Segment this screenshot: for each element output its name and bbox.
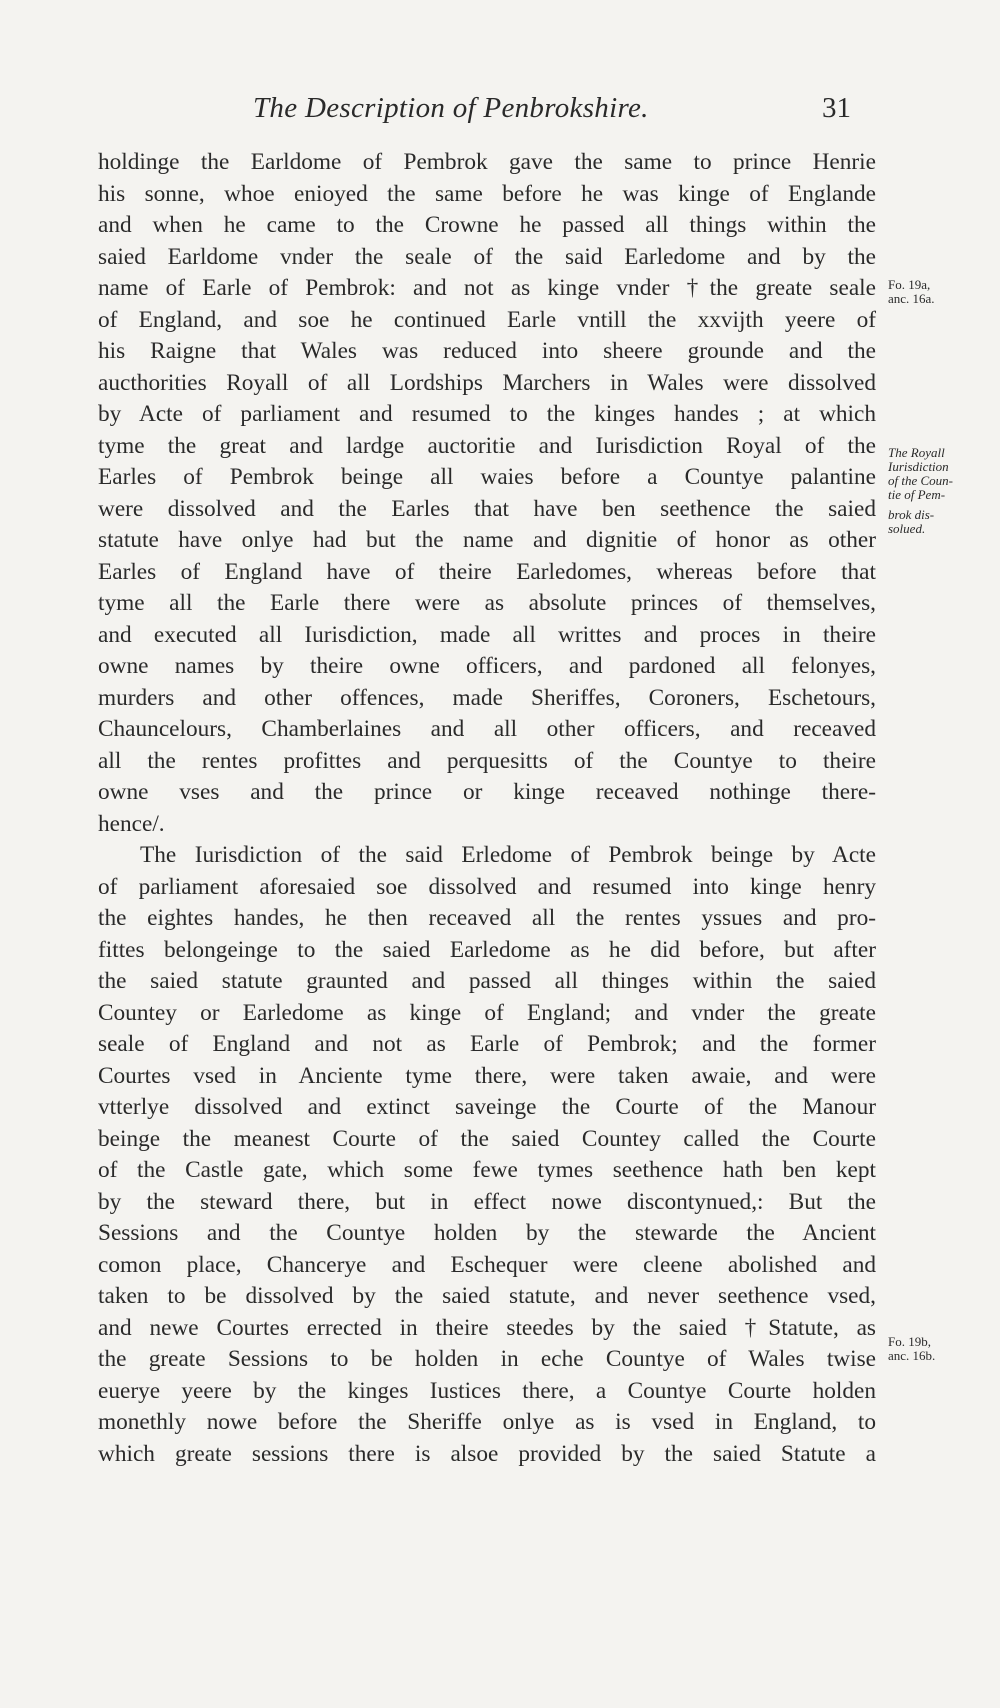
text-line: were dissolved and the Earles that have ben seethence the saied — [98, 495, 876, 522]
text-line: monethly nowe before the Sheriffe onlye as is vsed in England, to — [98, 1409, 876, 1435]
text-line: holdinge the Earldome of Pembrok gave the same to prince Henrie — [98, 149, 876, 175]
margin-note-sidenote: solued. — [888, 521, 926, 536]
text-line: the saied statute graunted and passed all thinges within the saied — [98, 968, 876, 994]
running-header — [0, 92, 1000, 136]
text-line: Sessions and the Countye holden by the stewarde the Ancient — [98, 1220, 876, 1246]
margin-note-folio: anc. 16b. — [888, 1348, 936, 1363]
text-line: his sonne, whoe enioyed the same before he was kinge of Englande — [98, 180, 876, 207]
text-line: which greate sessions there is alsoe provided by the saied Statute a — [98, 1440, 876, 1467]
text-line: Earles of England have of theire Earledomes, whereas before that — [98, 558, 876, 585]
margin-note-sidenote: brok dis- — [888, 507, 935, 522]
text-line: and executed all Iurisdiction, made all writtes and proces in theire — [98, 621, 876, 648]
text-line: saied Earldome vnder the seale of the said Earledome and by the — [98, 243, 876, 270]
text-line: owne names by theire owne officers, and pardoned all felonyes, — [98, 653, 876, 679]
text-line: his Raigne that Wales was reduced into sheere grounde and the — [98, 338, 876, 364]
text-line: tyme the great and lardge auctoritie and Iurisdiction Royal of the — [98, 432, 876, 459]
text-line: and when he came to the Crowne he passed all things within the — [98, 212, 876, 238]
text-line: all the rentes profittes and perquesitts of the Countye to theire — [98, 747, 876, 774]
margin-note-folio: Fo. 19a, — [888, 277, 931, 292]
text-line: fittes belongeinge to the saied Earledome as he did before, but after — [98, 936, 876, 963]
margin-note-folio: anc. 16a. — [888, 291, 935, 306]
text-line: Courtes vsed in Anciente tyme there, were taken awaie, and were — [98, 1062, 876, 1089]
text-line: of parliament aforesaied soe dissolved and resumed into kinge henry — [98, 873, 876, 900]
text-line: euerye yeere by the kinges Iustices there, a Countye Courte holden — [98, 1377, 876, 1404]
text-line: by Acte of parliament and resumed to the kinges handes ; at which — [98, 401, 876, 427]
page-number: 31 — [822, 92, 851, 124]
text-line: hence/. — [98, 810, 165, 837]
text-line: the eightes handes, he then receaved all the rentes yssues and pro- — [98, 905, 876, 931]
margin-note-sidenote: The Royall — [888, 445, 945, 460]
body-text — [98, 147, 876, 1470]
text-line: aucthorities Royall of all Lordships Marchers in Wales were dissolved — [98, 369, 876, 396]
text-line: murders and other offences, made Sheriffes, Coroners, Eschetours, — [98, 684, 876, 711]
text-line: owne vses and the prince or kinge receaved nothinge there- — [98, 779, 876, 805]
text-line: beinge the meanest Courte of the saied Countey called the Courte — [98, 1125, 876, 1152]
text-line: the greate Sessions to be holden in eche Countye of Wales twise — [98, 1346, 876, 1372]
text-line: name of Earle of Pembrok: and not as kinge vnder †the greate seale — [98, 275, 876, 301]
paragraph-1 — [98, 147, 876, 840]
running-title: The Description of Penbrokshire. — [253, 92, 649, 124]
text-line: vtterlye dissolved and extinct saveinge the Courte of the Manour — [98, 1094, 876, 1120]
text-line: seale of England and not as Earle of Pembrok; and the former — [98, 1031, 876, 1057]
text-line: of the Castle gate, which some fewe tymes seethence hath ben kept — [98, 1157, 876, 1183]
paragraph-2 — [98, 840, 876, 1470]
margin-note-folio: Fo. 19b, — [888, 1334, 931, 1349]
text-line: tyme all the Earle there were as absolute princes of themselves, — [98, 590, 876, 616]
text-line: Chauncelours, Chamberlaines and all other officers, and receaved — [98, 716, 876, 742]
text-line: comon place, Chancerye and Eschequer were cleene abolished and — [98, 1251, 876, 1278]
text-line: Countey or Earledome as kinge of England; and vnder the greate — [98, 999, 876, 1026]
text-line: Earles of Pembrok beinge all waies before a Countye palantine — [98, 464, 876, 490]
text-line: of England, and soe he continued Earle vntill the xxvijth yeere of — [98, 306, 876, 333]
margin-note-sidenote: of the Coun- — [888, 473, 953, 488]
margin-note-sidenote: tie of Pem- — [888, 487, 946, 502]
text-line: taken to be dissolved by the saied statute, and never seethence vsed, — [98, 1283, 876, 1309]
text-line: statute have onlye had but the name and dignitie of honor as other — [98, 527, 876, 553]
text-line: The Iurisdiction of the said Erledome of Pembrok beinge by Acte — [140, 842, 876, 868]
text-line: by the steward there, but in effect nowe discontynued,: But the — [98, 1188, 876, 1215]
text-line: and newe Courtes errected in theire steedes by the saied †Statute, as — [98, 1314, 876, 1341]
margin-note-sidenote: Iurisdiction — [888, 459, 949, 474]
